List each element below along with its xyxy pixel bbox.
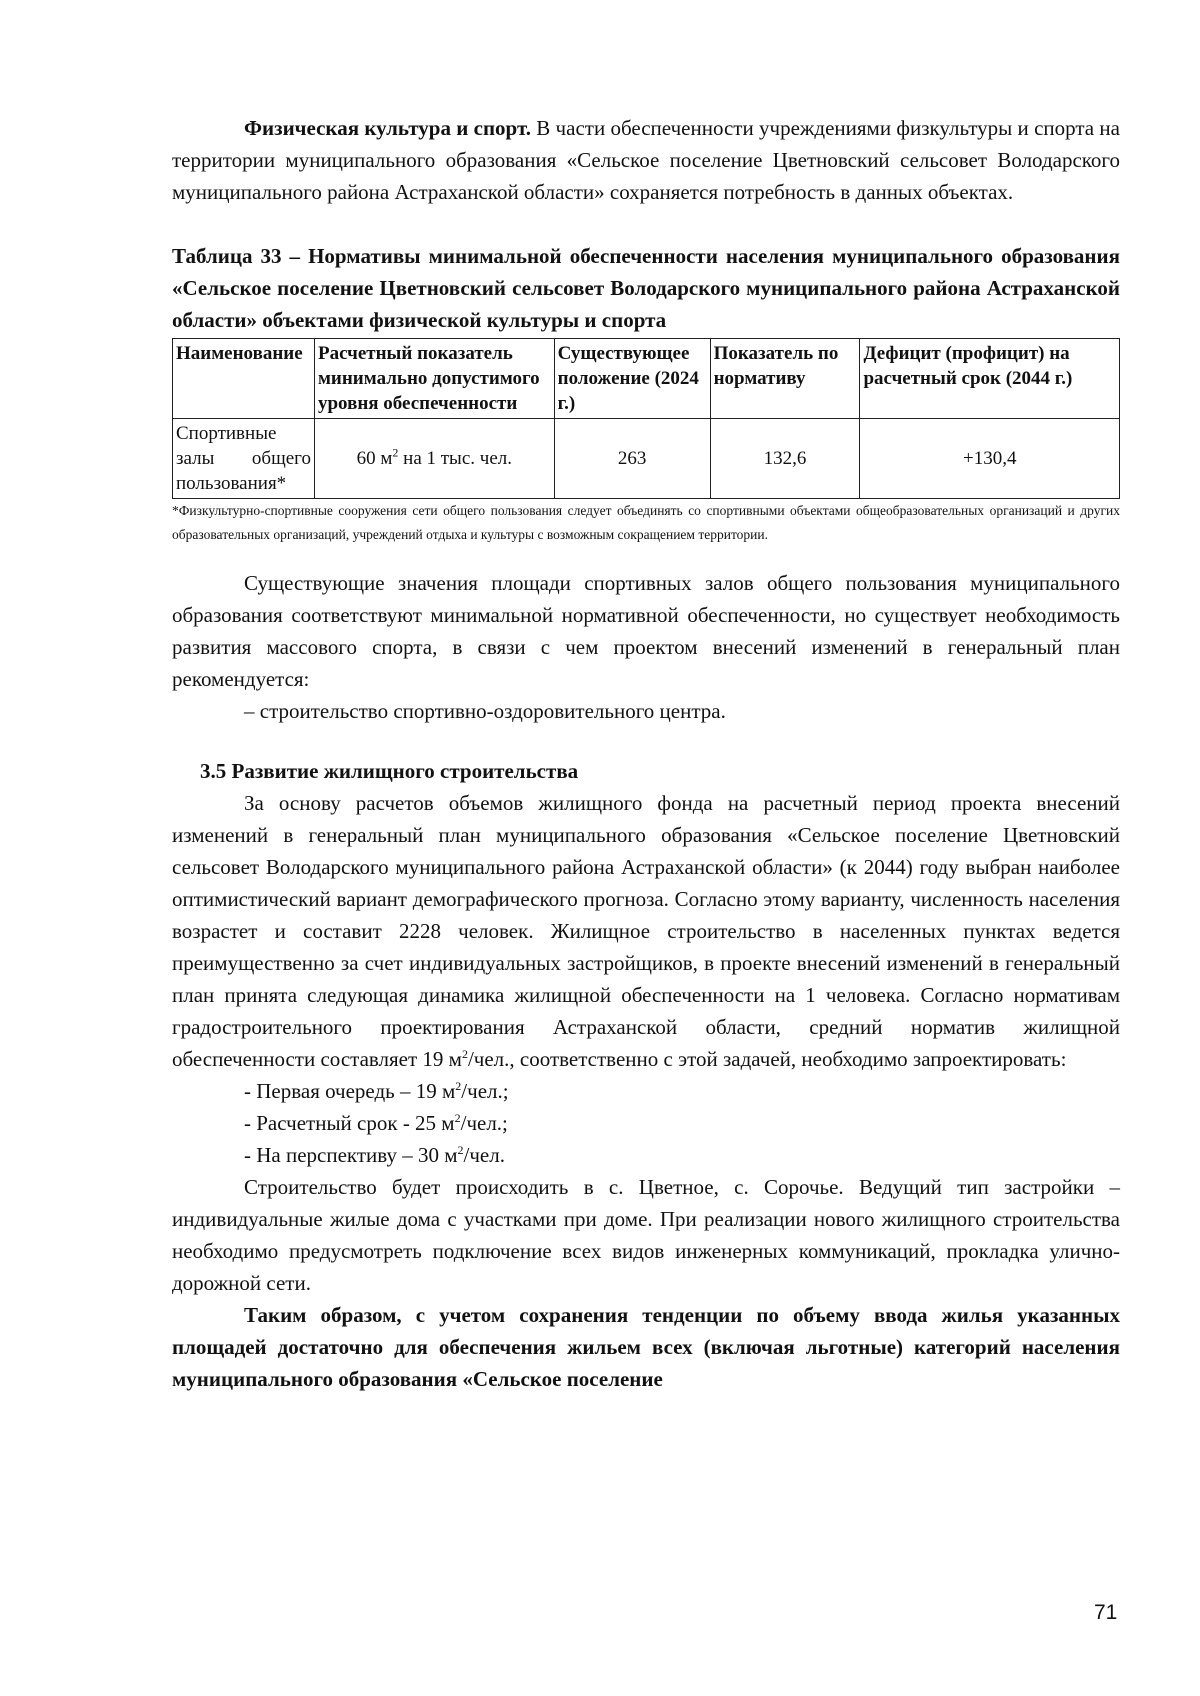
- cell-existing: 263: [554, 419, 710, 499]
- list-item-text: - На перспективу – 30 м: [244, 1143, 458, 1167]
- header-name: Наименование: [173, 339, 315, 419]
- list-item-text: - Первая очередь – 19 м: [244, 1079, 456, 1103]
- header-deficit: Дефицит (профицит) на расчетный срок (2044 г.): [860, 339, 1120, 419]
- bullet-item: – строительство спортивно-оздоровительного центра.: [244, 699, 726, 723]
- cell-indicator: [314, 419, 554, 499]
- intro-lead: Физическая культура и спорт.: [244, 116, 531, 140]
- cell-deficit: +130,4: [860, 419, 1120, 499]
- cell-indicator-suffix: на 1 тыс. чел.: [398, 448, 512, 469]
- header-existing: Существующее положение (2024 г.): [554, 339, 710, 419]
- list-item-suffix: /чел.;: [460, 1111, 508, 1135]
- paragraph-housing-a: За основу расчетов объемов жилищного фонда на расчетный период проекта внесений изменений в генеральный план муниципального образования «Сельское поселение Цветновский сельсовет Володарского муниципального района Астраханской области» (к 2044) году выбран наиболее оптимистический вариант демографического прогноза. Согласно этому варианту, численность населения возрастет и составит 2228 человек. Жилищное строительство в населенных пунктах ведется преимущественно за счет индивидуальных застройщиков, в проекте внесений изменений в генеральный план принята следующая динамика жилищной обеспеченности на 1 человека. Согласно нормативам градостроительного проектирования Астраханской области, средний норматив жилищной обеспеченности составляет 19 м: [172, 791, 1120, 1071]
- paragraph-housing-b: /чел., соответственно с этой задачей, необходимо запроектировать:: [467, 1047, 1067, 1071]
- list-item: [172, 1107, 1120, 1139]
- list-item-sup: 2: [454, 1111, 461, 1125]
- table-caption: Таблица 33 – Нормативы минимальной обеспеченности населения муниципального образования «Сельское поселение Цветновский сельсовет Володарского муниципального района Астраханской области» объектами физической культуры и спорта: [172, 244, 1120, 332]
- header-indicator: Расчетный показатель минимально допустимого уровня обеспеченности: [314, 339, 554, 419]
- list-item-text: - Расчетный срок - 25 м: [244, 1111, 455, 1135]
- intro-paragraph: [172, 112, 1120, 208]
- table-row: [173, 419, 1120, 499]
- list-item: [172, 1139, 1120, 1171]
- paragraph-housing: [172, 787, 1120, 1075]
- list-item: [172, 1075, 1120, 1107]
- table-footnote: *Физкультурно-спортивные сооружения сети общего пользования следует объединять со спортивными объектами общеобразовательных организаций и других образовательных организаций, учреждений отдыха и культуры с возможным сокращением территории.: [172, 503, 1120, 542]
- page-number: 71: [1094, 1601, 1118, 1624]
- header-norm: Показатель по нормативу: [710, 339, 860, 419]
- norms-table: [172, 338, 1120, 499]
- intro-text: В части обеспеченности учреждениями физкультуры и спорта на территории муниципального образования «Сельское поселение Цветновский сельсовет Володарского муниципального района Астраханской области» сохраняется потребность в данных объектах.: [172, 116, 1120, 204]
- cell-name: Спортивные залы общего пользования*: [173, 419, 315, 499]
- cell-indicator-value: 60 м: [356, 448, 393, 469]
- cell-norm: 132,6: [710, 419, 860, 499]
- paragraph-existing-values: Существующие значения площади спортивных залов общего пользования муниципального образования соответствуют минимальной нормативной обеспеченности, но существует необходимость развития массового спорта, в связи с чем проектом внесений изменений в генеральный план рекомендуется:: [172, 571, 1120, 691]
- paragraph-housing-sup: 2: [461, 1047, 468, 1061]
- paragraph-conclusion: Таким образом, с учетом сохранения тенденции по объему ввода жилья указанных площадей достаточно для обеспечения жильем всех (включая льготные) категорий населения муниципального образования «Сельское поселение: [172, 1303, 1120, 1391]
- section-heading: 3.5 Развитие жилищного строительства: [200, 759, 579, 783]
- paragraph-construction: Строительство будет происходить в с. Цветное, с. Сорочье. Ведущий тип застройки – индивидуальные жилые дома с участками при доме. При реализации нового жилищного строительства необходимо предусмотреть подключение всех видов инженерных коммуникаций, прокладка улично-дорожной сети.: [172, 1175, 1120, 1295]
- list-item-suffix: /чел.: [463, 1143, 505, 1167]
- list-item-suffix: /чел.;: [461, 1079, 509, 1103]
- list-item-sup: 2: [457, 1143, 464, 1157]
- cell-indicator-sup: 2: [392, 445, 399, 460]
- list-item-sup: 2: [455, 1079, 462, 1093]
- table-header-row: [173, 339, 1120, 419]
- document-page: [172, 112, 1120, 1395]
